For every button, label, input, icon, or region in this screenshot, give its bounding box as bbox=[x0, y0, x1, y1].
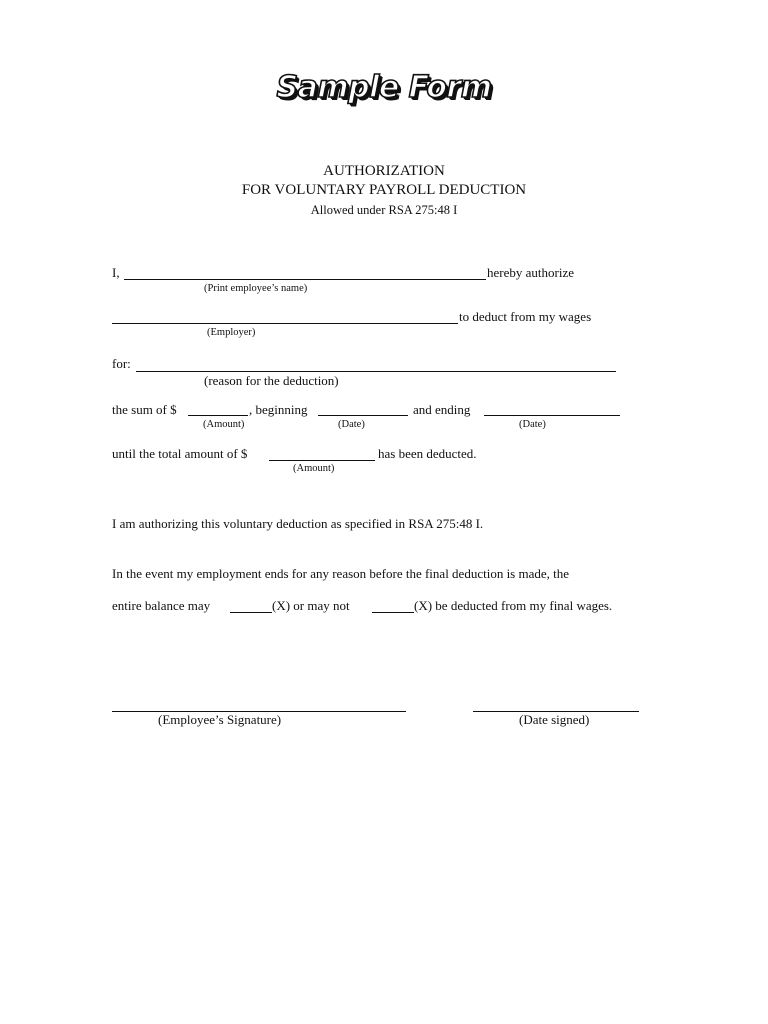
employee-name-caption: (Print employee’s name) bbox=[204, 283, 308, 294]
employee-signature-caption: (Employee’s Signature) bbox=[158, 712, 282, 727]
employer-suffix: to deduct from my wages bbox=[459, 309, 592, 324]
form-title-line1: AUTHORIZATION bbox=[323, 163, 445, 179]
total-suffix: has been deducted. bbox=[378, 446, 477, 461]
amount-caption: (Amount) bbox=[203, 419, 245, 430]
beginning-label: , beginning bbox=[249, 402, 308, 417]
employee-suffix: hereby authorize bbox=[487, 265, 574, 280]
begin-date-caption: (Date) bbox=[338, 419, 365, 430]
amount-field[interactable] bbox=[188, 415, 248, 416]
end-date-caption: (Date) bbox=[519, 419, 546, 430]
begin-date-field[interactable] bbox=[318, 415, 408, 416]
employer-field[interactable] bbox=[112, 323, 458, 324]
reason-caption: (reason for the deduction) bbox=[204, 373, 339, 388]
ending-label: and ending bbox=[413, 402, 471, 417]
sum-prefix: the sum of $ bbox=[112, 402, 177, 417]
event-paragraph-line1: In the event my employment ends for any reason before the final deduction is made, the bbox=[112, 566, 570, 581]
may-not-deduct-field[interactable] bbox=[372, 612, 414, 613]
may-deduct-field[interactable] bbox=[230, 612, 272, 613]
sample-form-logo: Sample Form bbox=[276, 70, 492, 105]
reason-prefix: for: bbox=[112, 356, 131, 371]
employee-prefix: I, bbox=[112, 265, 120, 280]
reason-field[interactable] bbox=[136, 371, 616, 372]
total-prefix: until the total amount of $ bbox=[112, 446, 248, 461]
authorizing-paragraph: I am authorizing this voluntary deduction as specified in RSA 275:48 I. bbox=[112, 516, 484, 531]
event-paragraph-may: entire balance may bbox=[112, 598, 211, 613]
employee-name-field[interactable] bbox=[124, 279, 486, 280]
event-paragraph-may-not: (X) or may not bbox=[272, 598, 350, 613]
total-amount-field[interactable] bbox=[269, 460, 375, 461]
event-paragraph-final: (X) be deducted from my final wages. bbox=[414, 598, 613, 613]
date-signed-caption: (Date signed) bbox=[519, 712, 590, 727]
form-subtitle: Allowed under RSA 275:48 I bbox=[310, 203, 458, 217]
end-date-field[interactable] bbox=[484, 415, 620, 416]
employer-caption: (Employer) bbox=[207, 327, 256, 338]
form-title-line2: FOR VOLUNTARY PAYROLL DEDUCTION bbox=[241, 182, 527, 198]
total-amount-caption: (Amount) bbox=[293, 463, 335, 474]
